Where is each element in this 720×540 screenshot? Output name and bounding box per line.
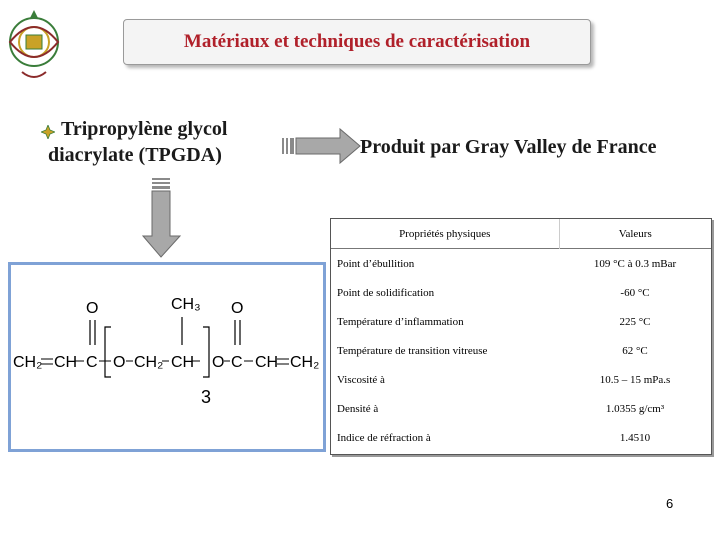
- producer-text: Produit par Gray Valley de France: [360, 136, 657, 158]
- property-name: Indice de réfraction à: [337, 431, 431, 444]
- page-number: 6: [666, 496, 674, 511]
- property-value: -60 °C: [620, 286, 650, 299]
- table-row: [331, 423, 711, 452]
- formula-o-a: O: [113, 354, 126, 371]
- chemical-structure-frame: [8, 262, 326, 452]
- table-row: [331, 365, 711, 394]
- carbonyl-o-left: O: [86, 300, 99, 317]
- table-row: [331, 307, 711, 336]
- header-properties: Propriétés physiques: [331, 219, 559, 249]
- property-name: Viscosité à: [337, 373, 385, 386]
- chemical-structure: [11, 265, 329, 455]
- compound-name-line1: Tripropylène glycol: [61, 118, 228, 140]
- methyl-label: CH₃: [171, 296, 201, 313]
- properties-table: [330, 218, 712, 455]
- property-name: Densité à: [337, 402, 379, 415]
- property-name: Point de solidification: [337, 286, 435, 299]
- formula-ch2-b: CH₂: [134, 354, 164, 371]
- property-value: 62 °C: [622, 344, 648, 357]
- university-logo: [2, 2, 66, 84]
- formula-ch-b: CH: [171, 354, 195, 371]
- arrow-down-icon: [142, 178, 182, 258]
- property-value: 1.0355 g/cm³: [605, 402, 665, 415]
- property-name: Température de transition vitreuse: [337, 344, 488, 357]
- compound-name: [48, 116, 227, 168]
- table-row: [331, 278, 711, 307]
- formula-ch2-a: CH₂: [13, 354, 43, 371]
- table-row: [331, 394, 711, 423]
- table-row: [331, 249, 711, 279]
- formula-ch-a: CH: [54, 354, 78, 371]
- header-values: Valeurs: [618, 227, 652, 240]
- carbonyl-o-right: O: [231, 300, 244, 317]
- formula-c-a: C: [86, 354, 98, 371]
- formula-ch2-c: CH₂: [290, 354, 320, 371]
- property-name: Température d’inflammation: [337, 315, 464, 328]
- title-banner: [123, 19, 591, 65]
- formula-c-b: C: [231, 354, 243, 371]
- compound-name-line2: diacrylate (TPGDA): [48, 144, 222, 166]
- page-title: Matériaux et techniques de caractérisation: [183, 31, 531, 52]
- property-value: 1.4510: [619, 431, 651, 444]
- arrow-right-icon: [282, 127, 362, 165]
- formula-o-b: O: [212, 354, 225, 371]
- table-row: [331, 336, 711, 365]
- property-value: 225 °C: [619, 315, 651, 328]
- formula-ch-c: CH: [255, 354, 279, 371]
- table-header-row: [331, 219, 711, 249]
- repeat-count: 3: [201, 387, 212, 407]
- property-value: 109 °C à 0.3 mBar: [593, 257, 677, 270]
- property-name: Point d’ébullition: [337, 257, 415, 270]
- property-value: 10.5 – 15 mPa.s: [599, 373, 671, 386]
